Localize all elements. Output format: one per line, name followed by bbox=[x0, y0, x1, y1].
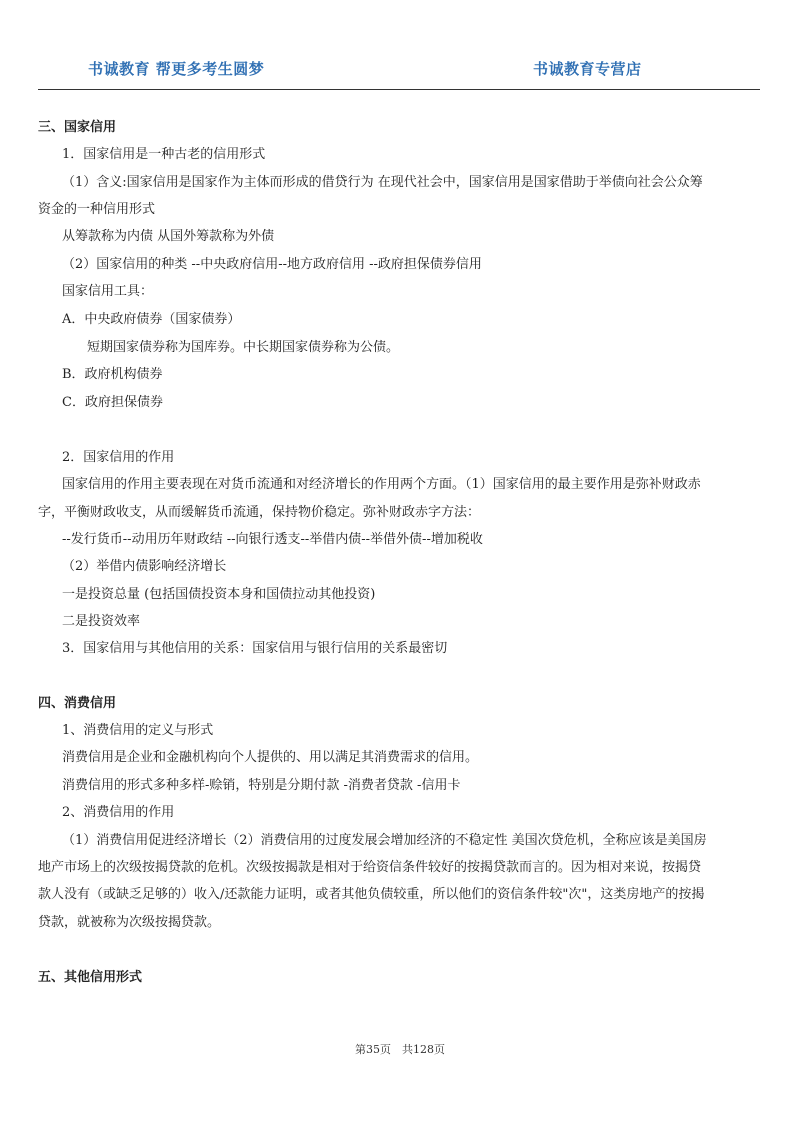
paragraph-line: 款人没有（或缺乏足够的）收入/还款能力证明，或者其他负债较重，所以他们的资信条件较"次"，这类房地产的按揭 bbox=[38, 887, 705, 902]
paragraph-line: 短期国家债券称为国库券。中长期国家债券称为公债。 bbox=[87, 340, 400, 355]
paragraph-line: 二是投资效率 bbox=[62, 614, 141, 629]
paragraph-line: 资金的一种信用形式 bbox=[38, 202, 156, 217]
section-title-national-credit: 三、国家信用 bbox=[38, 120, 117, 135]
paragraph-line: （2）国家信用的种类 --中央政府信用--地方政府信用 --政府担保债券信用 bbox=[62, 257, 482, 272]
paragraph-line: 消费信用是企业和金融机构向个人提供的、用以满足其消费需求的信用。 bbox=[62, 750, 479, 765]
paragraph-line: （2）举借内债影响经济增长 bbox=[62, 559, 227, 574]
header-slogan: 书诚教育 帮更多考生圆梦 bbox=[88, 60, 265, 78]
section-title-consumer-credit: 四、消费信用 bbox=[38, 696, 117, 711]
header-divider bbox=[38, 89, 760, 90]
paragraph-line: --发行货币--动用历年财政结 --向银行透支--举借内债--举借外债--增加税收 bbox=[62, 532, 483, 547]
paragraph-line: 一是投资总量 (包括国债投资本身和国债拉动其他投资) bbox=[62, 587, 376, 602]
paragraph-line: 贷款，就被称为次级按揭贷款。 bbox=[38, 915, 221, 930]
header-shop-name: 书诚教育专营店 bbox=[533, 60, 642, 78]
page-number: 第35页 共128页 bbox=[355, 1043, 445, 1056]
subsection-title: 2、消费信用的作用 bbox=[62, 805, 175, 820]
subsection-title: 1．国家信用是一种古老的信用形式 bbox=[62, 147, 266, 162]
paragraph-line: 地产市场上的次级按揭贷款的危机。次级按揭款是相对于给资信条件较好的按揭贷款而言的。因为相对来说，按揭贷 bbox=[38, 860, 702, 875]
list-item: B．政府机构债券 bbox=[62, 367, 163, 382]
paragraph-line: （1）消费信用促进经济增长（2）消费信用的过度发展会增加经济的不稳定性 美国次贷危机，全称应该是美国房 bbox=[62, 833, 707, 848]
section-title-other-credit: 五、其他信用形式 bbox=[38, 970, 143, 985]
paragraph-line: 国家信用工具： bbox=[62, 284, 154, 299]
paragraph-line: 3．国家信用与其他信用的关系：国家信用与银行信用的关系最密切 bbox=[62, 641, 448, 656]
paragraph-line: 国家信用的作用主要表现在对货币流通和对经济增长的作用两个方面。（1）国家信用的最主要作用是弥补财政赤 bbox=[62, 477, 701, 492]
paragraph-line: 字，平衡财政收支，从而缓解货币流通，保持物价稳定。弥补财政赤字方法： bbox=[38, 505, 481, 520]
subsection-title: 2．国家信用的作用 bbox=[62, 450, 175, 465]
subsection-title: 1、消费信用的定义与形式 bbox=[62, 723, 214, 738]
list-item: A．中央政府债券（国家债券） bbox=[62, 312, 241, 327]
paragraph-line: 消费信用的形式多种多样-赊销，特别是分期付款 -消费者贷款 -信用卡 bbox=[62, 778, 461, 793]
paragraph-line: （1）含义:国家信用是国家作为主体而形成的借贷行为 在现代社会中，国家信用是国家借助于举债向社会公众筹 bbox=[62, 175, 703, 190]
list-item: C．政府担保债券 bbox=[62, 395, 163, 410]
paragraph-line: 从筹款称为内债 从国外筹款称为外债 bbox=[62, 229, 275, 244]
